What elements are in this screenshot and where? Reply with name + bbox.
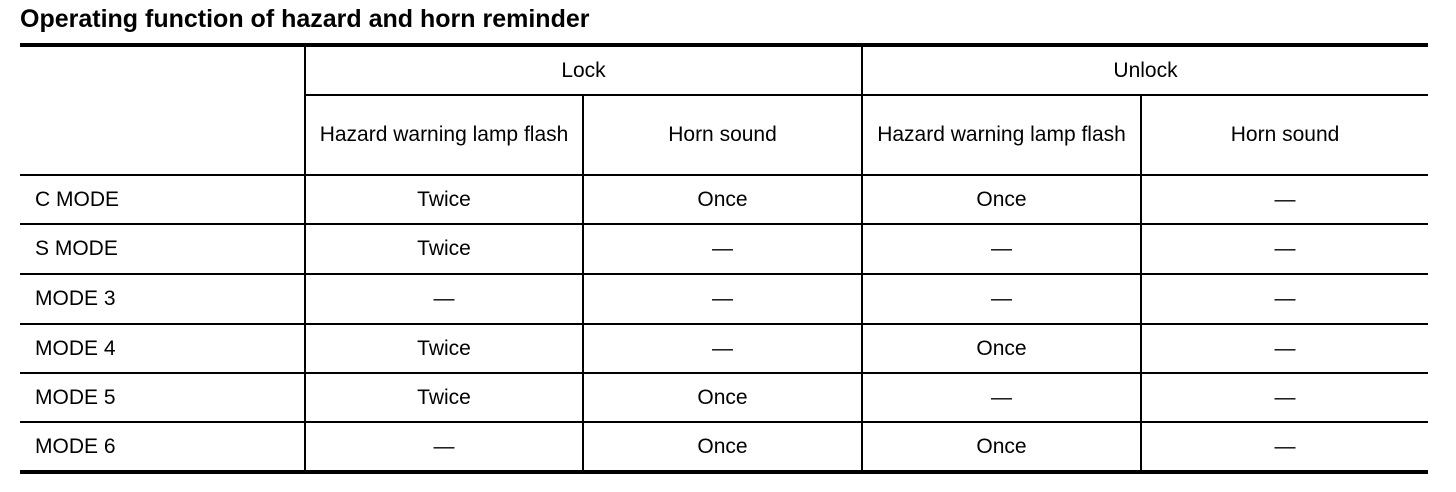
- row-mode-label: MODE 3: [20, 274, 305, 324]
- lock-hazard-cell: —: [305, 274, 583, 324]
- subheader-unlock-hazard: Hazard warning lamp flash: [862, 95, 1141, 175]
- hazard-horn-table: [20, 43, 1428, 474]
- subheader-lock-hazard: Hazard warning lamp flash: [305, 95, 583, 175]
- unlock-horn-cell: —: [1141, 274, 1428, 324]
- table-row: [20, 175, 1428, 224]
- lock-horn-cell: Once: [583, 373, 862, 422]
- unlock-horn-cell: —: [1141, 324, 1428, 373]
- lock-hazard-cell: —: [305, 422, 583, 472]
- corner-header-cell: [20, 45, 305, 95]
- table-row: [20, 224, 1428, 274]
- page-title: Operating function of hazard and horn reminder: [20, 5, 590, 33]
- lock-hazard-cell: Twice: [305, 373, 583, 422]
- unlock-hazard-cell: Once: [862, 324, 1141, 373]
- lock-hazard-cell: Twice: [305, 224, 583, 274]
- lock-horn-cell: —: [583, 274, 862, 324]
- group-header-lock: Lock: [305, 45, 862, 95]
- corner-subheader-cell: [20, 95, 305, 175]
- row-mode-label: C MODE: [20, 175, 305, 224]
- unlock-hazard-cell: Once: [862, 422, 1141, 472]
- lock-horn-cell: Once: [583, 422, 862, 472]
- table-body: [20, 175, 1428, 472]
- unlock-horn-cell: —: [1141, 422, 1428, 472]
- group-header-unlock: Unlock: [862, 45, 1428, 95]
- unlock-hazard-cell: —: [862, 224, 1141, 274]
- unlock-horn-cell: —: [1141, 224, 1428, 274]
- table-row: [20, 422, 1428, 472]
- subheader-lock-horn: Horn sound: [583, 95, 862, 175]
- row-mode-label: MODE 6: [20, 422, 305, 472]
- row-mode-label: MODE 4: [20, 324, 305, 373]
- unlock-horn-cell: —: [1141, 175, 1428, 224]
- lock-horn-cell: —: [583, 224, 862, 274]
- lock-hazard-cell: Twice: [305, 324, 583, 373]
- lock-hazard-cell: Twice: [305, 175, 583, 224]
- unlock-hazard-cell: Once: [862, 175, 1141, 224]
- row-mode-label: S MODE: [20, 224, 305, 274]
- unlock-hazard-cell: —: [862, 274, 1141, 324]
- table-row: [20, 373, 1428, 422]
- lock-horn-cell: Once: [583, 175, 862, 224]
- row-mode-label: MODE 5: [20, 373, 305, 422]
- subheader-unlock-horn: Horn sound: [1141, 95, 1428, 175]
- table-row: [20, 324, 1428, 373]
- lock-horn-cell: —: [583, 324, 862, 373]
- unlock-horn-cell: —: [1141, 373, 1428, 422]
- table-row: [20, 274, 1428, 324]
- unlock-hazard-cell: —: [862, 373, 1141, 422]
